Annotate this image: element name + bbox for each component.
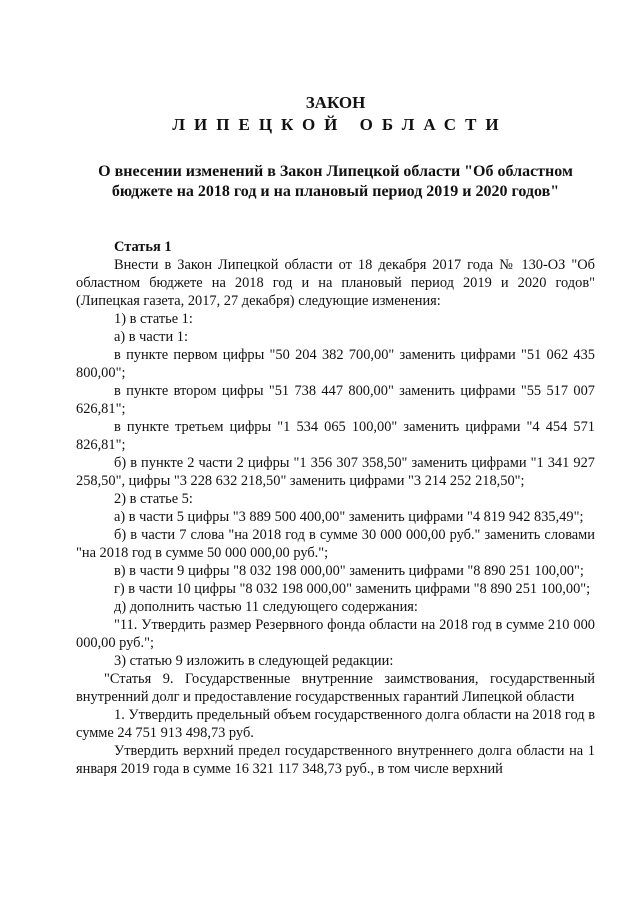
paragraph: 1) в статье 1: [114, 311, 193, 327]
law-title: ЗАКОН [305, 93, 366, 112]
paragraph: "Статья 9. Государственные внутренние заимствования, государственный внутренний долг и предоставление государственных гарантий Липецкой области [76, 671, 595, 705]
region-title: ЛИПЕЦКОЙ ОБЛАСТИ [172, 115, 508, 134]
paragraph: Внести в Закон Липецкой области от 18 декабря 2017 года № 130-ОЗ "Об областном бюджете на 2018 год и на плановый период 2019 и 2020 годов" (Липецкая газета, 2017, 27 декабря) следующие изменения: [76, 257, 595, 309]
paragraph: в пункте втором цифры "51 738 447 800,00" заменить цифрами "55 517 007 626,81"; [76, 383, 595, 417]
paragraph: 2) в статье 5: [114, 491, 193, 507]
article-body [76, 238, 595, 778]
paragraph: б) в части 7 слова "на 2018 год в сумме 30 000 000,00 руб." заменить словами "на 2018 год в сумме 50 000 000,00 руб."; [76, 527, 595, 561]
article-heading: Статья 1 [114, 239, 172, 255]
document-page [76, 92, 595, 778]
law-subject: О внесении изменений в Закон Липецкой области "Об областном бюджете на 2018 год и на плановый период 2019 и 2020 годов" [98, 163, 573, 200]
paragraph: д) дополнить частью 11 следующего содержания: [114, 599, 418, 615]
paragraph: в пункте третьем цифры "1 534 065 100,00" заменить цифрами "4 454 571 826,81"; [76, 419, 595, 453]
paragraph: в) в части 9 цифры "8 032 198 000,00" заменить цифрами "8 890 251 100,00"; [114, 563, 584, 579]
paragraph: Утвердить верхний предел государственного внутреннего долга области на 1 января 2019 года в сумме 16 321 117 348,73 руб., в том числе верхний [76, 743, 595, 777]
paragraph: б) в пункте 2 части 2 цифры "1 356 307 358,50" заменить цифрами "1 341 927 258,50", цифры "3 228 632 218,50" заменить цифрами "3 214 252 218,50"; [76, 455, 595, 489]
paragraph: 3) статью 9 изложить в следующей редакции: [114, 653, 394, 669]
paragraph: в пункте первом цифры "50 204 382 700,00" заменить цифрами "51 062 435 800,00"; [76, 347, 595, 381]
paragraph: а) в части 5 цифры "3 889 500 400,00" заменить цифрами "4 819 942 835,49"; [114, 509, 584, 525]
paragraph: а) в части 1: [114, 329, 188, 345]
paragraph: г) в части 10 цифры "8 032 198 000,00" заменить цифрами "8 890 251 100,00"; [114, 581, 591, 597]
paragraph: "11. Утвердить размер Резервного фонда области на 2018 год в сумме 210 000 000,00 руб."; [76, 617, 595, 651]
paragraph: 1. Утвердить предельный объем государственного долга области на 2018 год в сумме 24 751 913 498,73 руб. [76, 707, 595, 741]
